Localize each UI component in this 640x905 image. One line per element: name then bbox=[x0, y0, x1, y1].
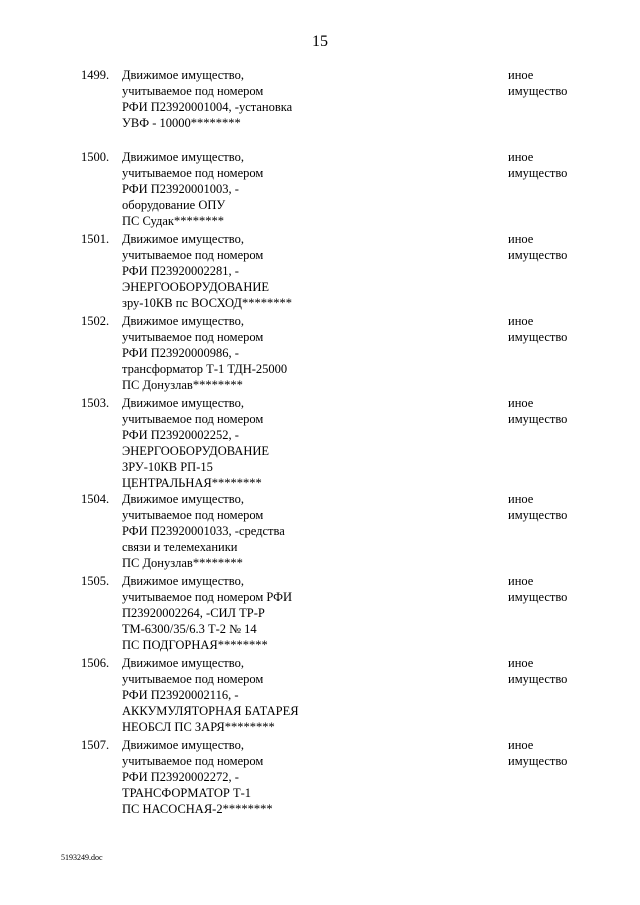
entry-description-line: РФИ П23920001033, -средства bbox=[122, 524, 285, 538]
entry-description-line: РФИ П23920001004, -установка bbox=[122, 100, 293, 114]
entry-row bbox=[0, 313, 640, 395]
entry-description-line: учитываемое под номером bbox=[122, 84, 264, 98]
entry-description bbox=[122, 313, 508, 393]
entry-description-line: РФИ П23920002281, - bbox=[122, 264, 239, 278]
entry-description-line: Движимое имущество, bbox=[122, 574, 244, 588]
entry-description-line: ТРАНСФОРМАТОР Т-1 bbox=[122, 786, 252, 800]
entry-property-type bbox=[508, 149, 628, 181]
entry-property-type bbox=[508, 231, 628, 263]
entry-description-line: Движимое имущество, bbox=[122, 232, 244, 246]
entry-description-line: Движимое имущество, bbox=[122, 68, 244, 82]
entry-description bbox=[122, 395, 508, 491]
entry-property-type bbox=[508, 313, 628, 345]
entry-type-line: иное bbox=[508, 492, 534, 506]
entry-description-line: ПС Судак******** bbox=[122, 214, 224, 228]
entry-number: 1500. bbox=[81, 150, 110, 164]
entry-description-line: связи и телемеханики bbox=[122, 540, 238, 554]
entry-row bbox=[0, 737, 640, 819]
entry-type-line: иное bbox=[508, 396, 534, 410]
entry-description-line: ПС Донузлав******** bbox=[122, 556, 243, 570]
entry-property-type bbox=[508, 67, 628, 99]
entry-type-line: имущество bbox=[508, 248, 568, 262]
entry-property-type bbox=[508, 737, 628, 769]
entry-description-line: НЕОБСЛ ПС ЗАРЯ******** bbox=[122, 720, 275, 734]
entry-property-type bbox=[508, 395, 628, 427]
entry-number: 1507. bbox=[81, 738, 110, 752]
entry-description-line: учитываемое под номером bbox=[122, 166, 264, 180]
entry-description-line: учитываемое под номером bbox=[122, 412, 264, 426]
entry-description-line: УВФ - 10000******** bbox=[122, 116, 241, 130]
entry-description-line: АККУМУЛЯТОРНАЯ БАТАРЕЯ bbox=[122, 704, 299, 718]
entry-description-line: РФИ П23920002272, - bbox=[122, 770, 239, 784]
entry-type-line: иное bbox=[508, 150, 534, 164]
entry-row bbox=[0, 573, 640, 655]
entry-description bbox=[122, 655, 508, 735]
entry-description bbox=[122, 737, 508, 817]
entry-description-line: РФИ П23920002116, - bbox=[122, 688, 239, 702]
entry-type-line: имущество bbox=[508, 330, 568, 344]
entries-list bbox=[0, 67, 640, 819]
entry-property-type bbox=[508, 491, 628, 523]
entry-description-line: ПС ПОДГОРНАЯ******** bbox=[122, 638, 268, 652]
entry-row bbox=[0, 655, 640, 737]
entry-property-type bbox=[508, 655, 628, 687]
entry-description-line: П23920002264, -СИЛ ТР-Р bbox=[122, 606, 265, 620]
entry-description-line: РФИ П23920002252, - bbox=[122, 428, 239, 442]
entry-description-line: ПС НАСОСНАЯ-2******** bbox=[122, 802, 273, 816]
entry-description-line: РФИ П23920001003, - bbox=[122, 182, 239, 196]
entry-description-line: учитываемое под номером bbox=[122, 672, 264, 686]
entry-type-line: имущество bbox=[508, 84, 568, 98]
entry-description-line: ЭНЕРГООБОРУДОВАНИЕ bbox=[122, 280, 270, 294]
document-filename-footer: 5193249.doc bbox=[61, 853, 103, 862]
entry-description-line: учитываемое под номером bbox=[122, 508, 264, 522]
entry-row bbox=[0, 231, 640, 313]
entry-description-line: ЭНЕРГООБОРУДОВАНИЕ bbox=[122, 444, 270, 458]
entry-number: 1501. bbox=[81, 232, 110, 246]
entry-number: 1503. bbox=[81, 396, 110, 410]
entry-description-line: трансформатор Т-1 ТДН-25000 bbox=[122, 362, 288, 376]
entry-type-line: имущество bbox=[508, 508, 568, 522]
entry-description-line: учитываемое под номером bbox=[122, 248, 264, 262]
entry-type-line: иное bbox=[508, 574, 534, 588]
entry-description bbox=[122, 231, 508, 311]
entry-description-line: оборудование ОПУ bbox=[122, 198, 226, 212]
entry-row bbox=[0, 67, 640, 149]
entry-type-line: имущество bbox=[508, 412, 568, 426]
entry-description-line: Движимое имущество, bbox=[122, 150, 244, 164]
entry-description-line: ТМ-6300/35/6.3 Т-2 № 14 bbox=[122, 622, 257, 636]
page-number: 15 bbox=[312, 33, 328, 50]
entry-row bbox=[0, 491, 640, 573]
entry-description-line: ПС Донузлав******** bbox=[122, 378, 243, 392]
entry-description-line: зру-10КВ пс ВОСХОД******** bbox=[122, 296, 292, 310]
entry-description-line: Движимое имущество, bbox=[122, 738, 244, 752]
entry-row bbox=[0, 395, 640, 491]
entry-type-line: имущество bbox=[508, 590, 568, 604]
entry-description bbox=[122, 149, 508, 229]
entry-description bbox=[122, 491, 508, 571]
entry-description-line: Движимое имущество, bbox=[122, 492, 244, 506]
entry-description bbox=[122, 573, 508, 653]
entry-type-line: иное bbox=[508, 656, 534, 670]
entry-number: 1499. bbox=[81, 68, 110, 82]
entry-description-line: ЦЕНТРАЛЬНАЯ******** bbox=[122, 476, 262, 490]
entry-description-line: Движимое имущество, bbox=[122, 314, 244, 328]
entry-row bbox=[0, 149, 640, 231]
entry-type-line: иное bbox=[508, 314, 534, 328]
entry-type-line: имущество bbox=[508, 166, 568, 180]
entry-type-line: имущество bbox=[508, 672, 568, 686]
entry-number: 1502. bbox=[81, 314, 110, 328]
entry-type-line: иное bbox=[508, 68, 534, 82]
entry-number: 1505. bbox=[81, 574, 110, 588]
entry-description-line: учитываемое под номером bbox=[122, 330, 264, 344]
entry-number: 1504. bbox=[81, 492, 110, 506]
entry-description-line: учитываемое под номером РФИ bbox=[122, 590, 293, 604]
entry-description-line: Движимое имущество, bbox=[122, 656, 244, 670]
entry-number: 1506. bbox=[81, 656, 110, 670]
entry-description-line: ЗРУ-10КВ РП-15 bbox=[122, 460, 213, 474]
entry-description bbox=[122, 67, 508, 131]
entry-description-line: Движимое имущество, bbox=[122, 396, 244, 410]
entry-type-line: имущество bbox=[508, 754, 568, 768]
entry-type-line: иное bbox=[508, 232, 534, 246]
entry-description-line: учитываемое под номером bbox=[122, 754, 264, 768]
entry-type-line: иное bbox=[508, 738, 534, 752]
entry-property-type bbox=[508, 573, 628, 605]
entry-description-line: РФИ П23920000986, - bbox=[122, 346, 239, 360]
